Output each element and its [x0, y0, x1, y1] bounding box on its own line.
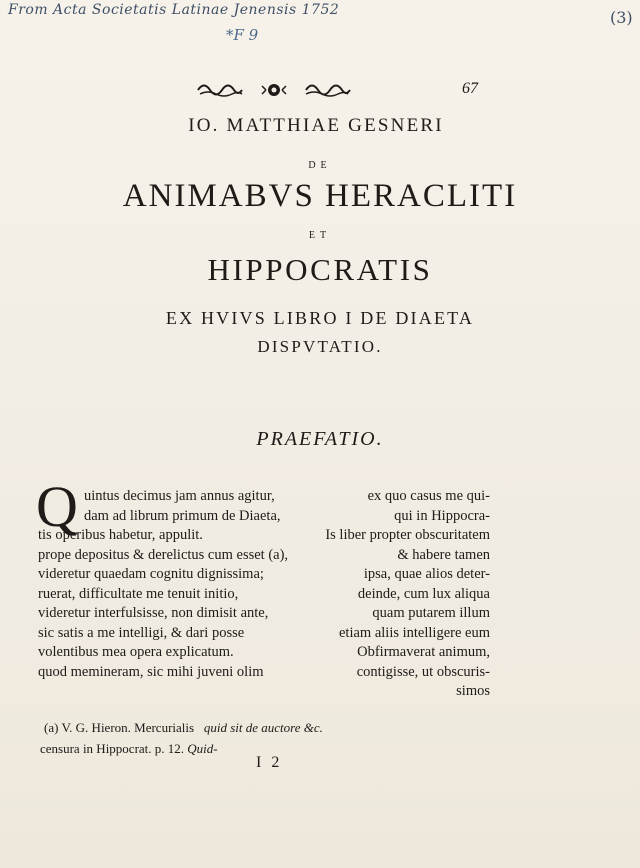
title-subtitle-line3: EX HVIVS LIBRO I DE DIAETA	[165, 308, 475, 328]
text-line: volentibus mea opera explicatum. Obfirmaverat animum,	[38, 644, 490, 660]
text-line: quod memineram, sic mihi juveni olim contigisse, ut obscuris-	[38, 663, 490, 680]
footnote-line-1	[44, 720, 323, 736]
text-line: videretur interfulsisse, non dimisit ante, quam putarem illum	[38, 605, 490, 621]
title-et: ET	[308, 230, 332, 241]
footnote-italic-text: quid sit de auctore &c.	[203, 720, 323, 735]
title-main-line2: HIPPOCRATIS	[207, 252, 433, 287]
text-line: ruerat, difficultate me tenuit initio, deinde, cum lux aliqua	[38, 585, 490, 602]
handwritten-source-note: From Acta Societatis Latinae Jenensis 1752	[8, 2, 340, 18]
text-line: videretur quaedam cognitu dignissima; ipsa, quae alios deter-	[38, 566, 490, 582]
footnote-line-2	[40, 741, 218, 757]
footnote-marker: (a)	[44, 720, 59, 735]
author-line: IO. MATTHIAE GESNERI	[188, 115, 444, 136]
text-line: prope depositus & derelictus cum esset (a), & habere tamen	[38, 546, 490, 563]
footnote-text: censura in Hippocrat. p. 12.	[40, 741, 185, 756]
printer-ornament-icon	[196, 79, 352, 101]
title-subtitle-line4: DISPVTATIO.	[257, 337, 383, 356]
catchword: simos	[456, 683, 490, 699]
footnote-text: V. G. Hieron. Mercurialis	[61, 720, 195, 735]
printer-signature-mark: I 2	[256, 754, 283, 771]
body-text	[38, 487, 490, 702]
page-number: 67	[462, 80, 478, 97]
section-heading: PRAEFATIO.	[256, 428, 384, 450]
handwritten-corner-number: (3)	[610, 8, 633, 27]
footnote-italic-text: Quid-	[187, 741, 218, 756]
text-line: sic satis a me intelligi, & dari posse etiam aliis intelligere eum	[38, 624, 490, 641]
text-line: uintus decimus jam annus agitur, ex quo casus me qui-	[84, 488, 490, 504]
text-line: dam ad librum primum de Diaeta, qui in Hippocra-	[84, 507, 490, 524]
text-line: tis operibus habetur, appulit. Is liber propter obscuritatem	[38, 527, 490, 543]
title-de: DE	[308, 160, 332, 171]
drop-cap-letter: Q	[36, 474, 78, 539]
handwritten-shelfmark: *F 9	[226, 26, 259, 44]
title-main-line1: ANIMABVS HERACLITI	[122, 178, 518, 214]
